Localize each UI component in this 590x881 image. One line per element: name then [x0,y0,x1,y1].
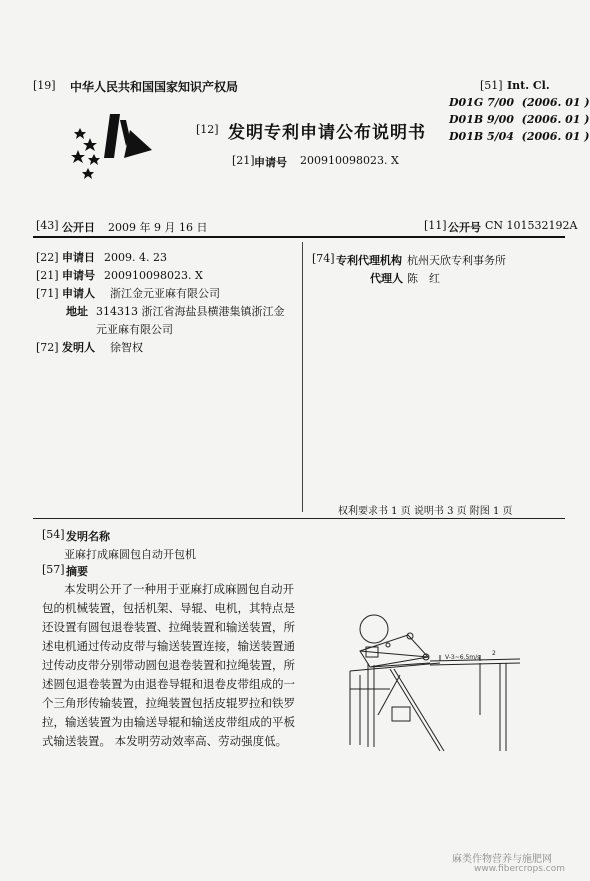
top-rule [33,236,565,238]
biblio-list [36,249,285,357]
tag-57: [57] [42,563,65,576]
drawing-number-label: 2 [492,650,496,657]
abstract-line: 本发明公开了一种用于亚麻打成麻圆包自动开 [64,582,294,596]
tag-43: [43] [36,219,59,232]
pub-date: 2009 年 9 月 16 日 [108,221,208,234]
abstract-line: 拉，输送装置为由输送导辊和输送皮带组成的平板 [42,715,295,729]
app-no-header: 200910098023. X [300,154,399,167]
tag-11: [11] [424,219,447,232]
abstract-line: 述电机通过传动皮带与输送装置连接，输送装置通 [42,639,295,653]
agent-label: 代理人 [370,272,403,285]
sipo-emblem [64,110,164,180]
agency-name: 杭州天欣专利事务所 [407,254,506,267]
column-divider [302,242,303,512]
biblio-row: 地址 314313 浙江省海盐县横港集镇浙江金 [66,305,285,318]
tag-54: [54] [42,528,65,541]
authority-name: 中华人民共和国国家知识产权局 [70,80,239,94]
bale-roll [360,615,388,643]
middle-rule [33,518,565,519]
agency-label: 专利代理机构 [336,254,402,267]
pub-date-label: 公开日 [62,221,95,234]
document-type-title: 发明专利申请公布说明书 [228,123,426,143]
biblio-row: [21] 申请号 200910098023. X [36,269,203,282]
app-no-label-header: 申请号 [254,156,287,169]
tag-51: [51] [480,79,503,92]
biblio-row: [71] 申请人 浙江金元亚麻有限公司 [36,287,220,300]
invention-title: 亚麻打成麻圆包自动开包机 [64,548,196,561]
abstract-line: 式输送装置。 本发明劳动效率高、劳动强度低。 [42,734,288,748]
ipc-class-row: D01B 5/04 (2006. 01 ) [449,130,590,143]
watermark-url: www.fibercrops.com [474,864,565,874]
biblio-row: [72] 发明人 徐智权 [36,341,143,354]
motor [392,707,410,721]
abstract-line: 包的机械装置，包括机架、导辊、电机，其特点是 [42,601,295,615]
watermark-title: 麻类作物营养与施肥网 [452,854,552,865]
abstract-line: 述圆包退卷装置为由退卷导辊和退卷皮带组成的一 [42,677,295,691]
abstract-body [42,580,295,751]
abstract-line: 过传动皮带分别带动圆包退卷装置和拉绳装置，所 [42,658,295,672]
title-label: 发明名称 [66,530,110,543]
tag-74: [74] [312,252,335,265]
machine-drawing [330,605,530,755]
drawing-speed-label: V-3~6.5m/s [445,654,481,661]
intcl-label: Int. Cl. [507,79,550,92]
tag-19: [19] [33,79,56,92]
biblio-row: 元亚麻有限公司 [96,323,173,336]
abstract-label: 摘要 [66,565,88,578]
pages-note: 权利要求书 1 页 说明书 3 页 附图 1 页 [338,506,513,517]
pub-no: CN 101532192A [485,219,578,232]
ipc-class-row: D01B 9/00 (2006. 01 ) [449,113,590,126]
ipc-class-row: D01G 7/00 (2006. 01 ) [449,96,590,109]
tag-12: [12] [196,123,219,136]
abstract-line: 个三角形传输装置，拉绳装置包括皮辊罗拉和铁罗 [42,696,295,710]
abstract-line: 还设置有圆包退卷装置、拉绳装置和输送装置，所 [42,620,295,634]
tag-21-header: [21] [232,154,255,167]
ipc-classes [449,96,590,147]
pub-no-label: 公开号 [448,221,481,234]
agent-name: 陈 红 [407,272,440,285]
unwind-frame [360,635,428,667]
biblio-row: [22] 申请日 2009. 4. 23 [36,251,167,264]
